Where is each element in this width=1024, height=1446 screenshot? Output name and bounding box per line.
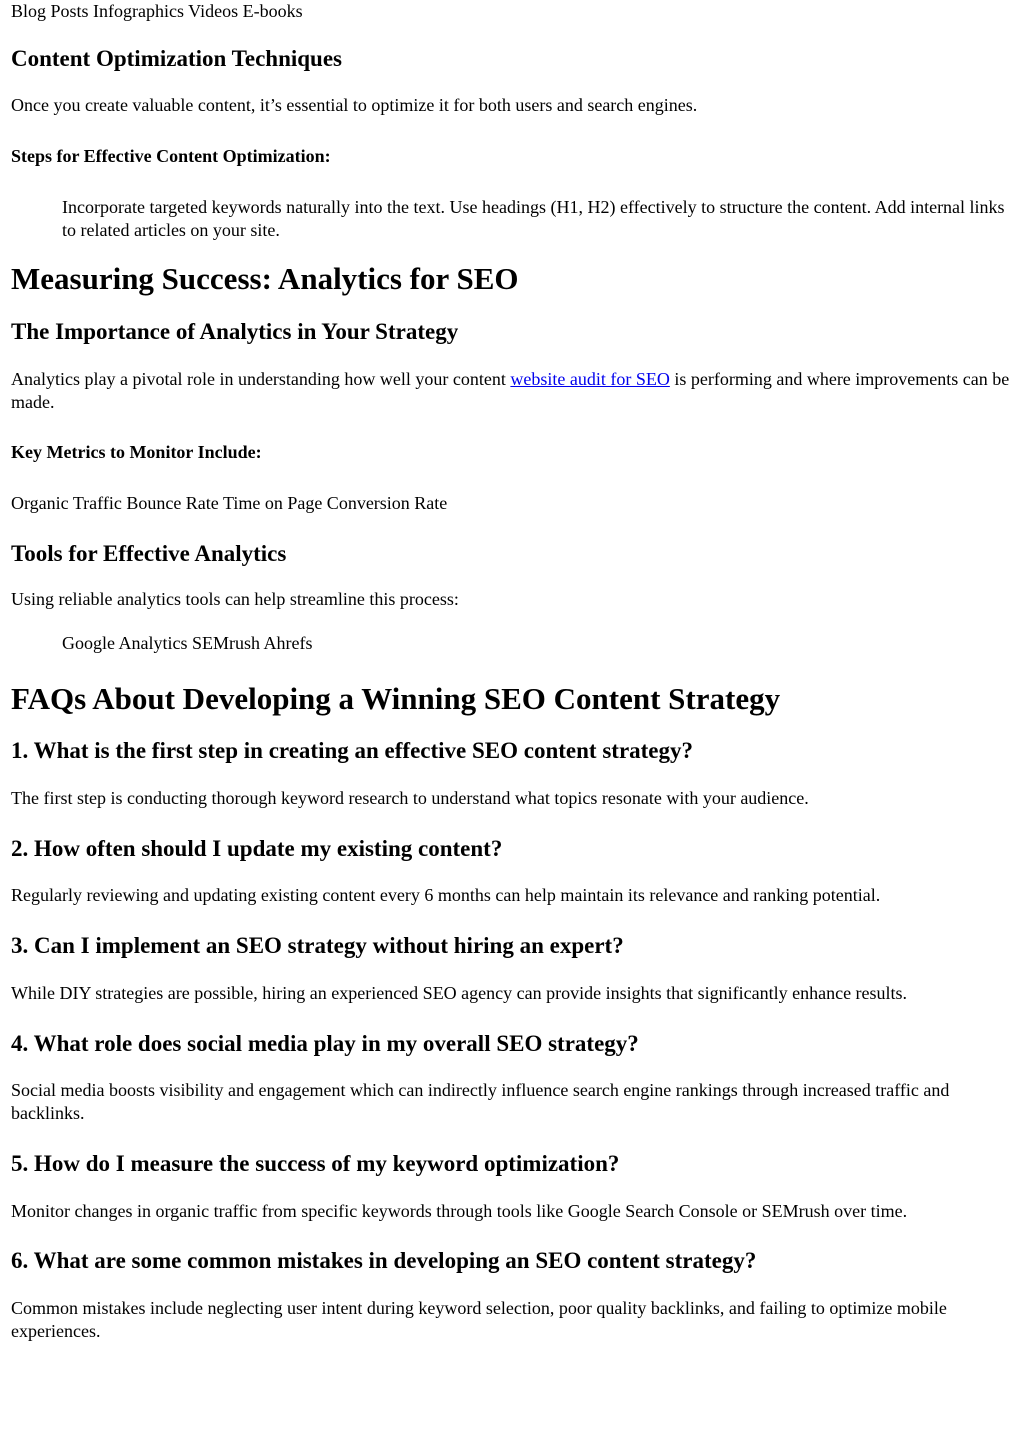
faq-question-2: 2. How often should I update my existing content? <box>11 836 503 861</box>
faq-answer-5: Monitor changes in organic traffic from specific keywords through tools like Google Search Console or SEMrush over time. <box>11 1201 908 1221</box>
faq-answer-4: Social media boosts visibility and engagement which can indirectly influence search engine rankings through increased traffic and backlinks. <box>11 1080 950 1123</box>
analytics-importance-text <box>11 368 1014 414</box>
faq-answer-6: Common mistakes include neglecting user intent during keyword selection, poor quality backlinks, and failing to optimize mobile experiences. <box>11 1298 947 1341</box>
analytics-text-after: is performing and where improvements can be made. <box>11 369 1010 412</box>
analytics-text-before: Analytics play a pivotal role in understanding how well your content <box>11 369 511 389</box>
faq-answer-1: The first step is conducting thorough keyword research to understand what topics resonate with your audience. <box>11 788 809 808</box>
analytics-tools-list: Google Analytics SEMrush Ahrefs <box>62 633 313 653</box>
steps-heading: Steps for Effective Content Optimization: <box>11 146 331 166</box>
faq-question-1: 1. What is the first step in creating an effective SEO content strategy? <box>11 738 694 763</box>
measuring-success-heading: Measuring Success: Analytics for SEO <box>11 261 519 296</box>
content-types-line: Blog Posts Infographics Videos E-books <box>11 1 303 21</box>
faq-question-4: 4. What role does social media play in my overall SEO strategy? <box>11 1031 639 1056</box>
faqs-heading: FAQs About Developing a Winning SEO Content Strategy <box>11 681 781 716</box>
analytics-tools-intro: Using reliable analytics tools can help streamline this process: <box>11 589 459 609</box>
faq-answer-3: While DIY strategies are possible, hiring an experienced SEO agency can provide insights that significantly enhance results. <box>11 983 908 1003</box>
content-optimization-intro: Once you create valuable content, it’s essential to optimize it for both users and search engines. <box>11 95 698 115</box>
website-audit-link[interactable]: website audit for SEO <box>510 369 670 389</box>
steps-list: Incorporate targeted keywords naturally into the text. Use headings (H1, H2) effectively to structure the content. Add internal links to related articles on your site. <box>62 197 1005 240</box>
analytics-importance-heading: The Importance of Analytics in Your Strategy <box>11 319 459 344</box>
analytics-tools-heading: Tools for Effective Analytics <box>11 541 287 566</box>
key-metrics-list: Organic Traffic Bounce Rate Time on Page Conversion Rate <box>11 493 448 513</box>
faq-question-3: 3. Can I implement an SEO strategy without hiring an expert? <box>11 933 624 958</box>
faq-question-6: 6. What are some common mistakes in developing an SEO content strategy? <box>11 1248 757 1273</box>
faq-answer-2: Regularly reviewing and updating existing content every 6 months can help maintain its relevance and ranking potential. <box>11 885 881 905</box>
faq-question-5: 5. How do I measure the success of my keyword optimization? <box>11 1151 620 1176</box>
key-metrics-heading: Key Metrics to Monitor Include: <box>11 442 262 462</box>
content-optimization-heading: Content Optimization Techniques <box>11 46 342 71</box>
